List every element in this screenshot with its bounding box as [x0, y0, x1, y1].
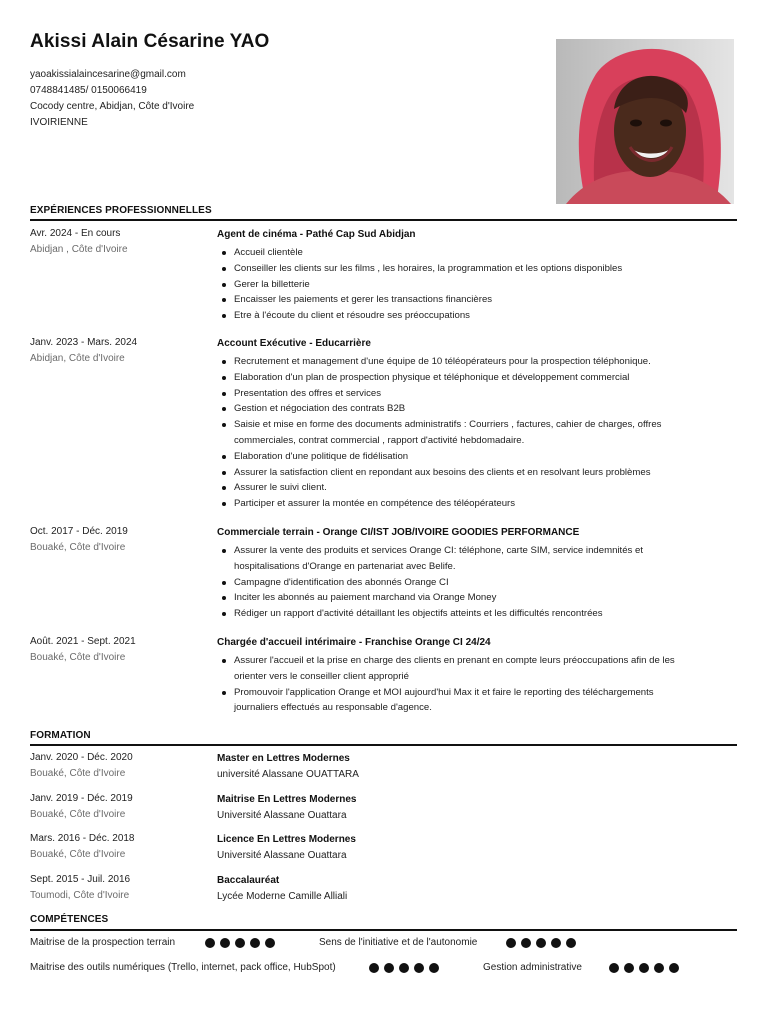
skill-rating-dot [654, 963, 664, 973]
school-name: université Alassane OUATTARA [217, 769, 359, 780]
entry-date: Janv. 2023 - Mars. 2024 [30, 337, 138, 348]
bullet-item: Inciter les abonnés au paiement marchand via Orange Money [234, 590, 697, 606]
skill-rating-dot [235, 938, 245, 948]
skill-rating-dot [551, 938, 561, 948]
entry-location: Bouaké, Côte d'Ivoire [30, 542, 126, 553]
skill-rating-dot [669, 963, 679, 973]
entry-title: Commerciale terrain - Orange CI/IST JOB/IVOIRE GOODIES PERFORMANCE [217, 527, 580, 538]
bullet-item: Etre à l'écoute du client et résoudre ses préoccupations [234, 308, 697, 324]
bullet-item: Participer et assurer la montée en compétence des téléopérateurs [234, 496, 697, 512]
skill-rating-dot [639, 963, 649, 973]
entry-location: Abidjan, Côte d'Ivoire [30, 353, 125, 364]
profile-photo [556, 39, 734, 204]
skill-rating-dot [609, 963, 619, 973]
bullet-item: Presentation des offres et services [234, 386, 697, 402]
school-name: Université Alassane Ouattara [217, 850, 347, 861]
education-divider [30, 744, 737, 746]
bullet-item: Assurer le suivi client. [234, 480, 697, 496]
skills-divider [30, 929, 737, 931]
entry-location: Toumodi, Côte d'Ivoire [30, 890, 130, 901]
entry-date: Mars. 2016 - Déc. 2018 [30, 833, 135, 844]
skill-label: Maitrise de la prospection terrain [30, 937, 176, 948]
candidate-name: Akissi Alain Césarine YAO [30, 31, 270, 52]
skill-rating-dot [506, 938, 516, 948]
degree-title: Master en Lettres Modernes [217, 753, 350, 764]
skill-rating [369, 963, 439, 973]
entry-title: Account Exécutive - Educarrière [217, 338, 371, 349]
skill-rating-dot [399, 963, 409, 973]
address-text: Cocody centre, Abidjan, Côte d'Ivoire [30, 101, 195, 112]
bullet-item: Gestion et négociation des contrats B2B [234, 401, 697, 417]
entry-title: Agent de cinéma - Pathé Cap Sud Abidjan [217, 229, 416, 240]
skill-rating-dot [566, 938, 576, 948]
bullet-item: Promouvoir l'application Orange et MOI aujourd'hui Max it et faire le reporting des téléchargements journaliers effectués au responsable d'agence. [234, 685, 697, 717]
bullet-item: Assurer l'accueil et la prise en charge des clients en prenant en compte leurs préoccupations afin de les orienter vers le conseiller client approprié [234, 653, 697, 685]
bullet-item: Campagne d'identification des abonnés Orange CI [234, 575, 697, 591]
skill-rating-dot [429, 963, 439, 973]
entry-location: Bouaké, Côte d'Ivoire [30, 809, 126, 820]
skill-rating [609, 963, 679, 973]
entry-location: Bouaké, Côte d'Ivoire [30, 652, 126, 663]
bullet-item: Saisie et mise en forme des documents administratifs : Courriers , factures, cahier de charges, offres commerciales, contrat commercial , rapport d'activité hebdomadaire. [234, 417, 697, 449]
degree-title: Baccalauréat [217, 875, 280, 886]
entry-date: Août. 2021 - Sept. 2021 [30, 636, 136, 647]
bullet-item: Assurer la vente des produits et services Orange CI: téléphone, carte SIM, service indemnités et hospitalisations d'Orange en partenariat avec Belife. [234, 543, 697, 575]
experience-heading: EXPÉRIENCES PROFESSIONNELLES [30, 205, 212, 216]
entry-bullet-list [217, 653, 697, 716]
skill-rating-dot [521, 938, 531, 948]
school-name: Lycée Moderne Camille Alliali [217, 891, 348, 902]
education-heading: FORMATION [30, 730, 91, 741]
skill-label: Gestion administrative [483, 962, 582, 973]
entry-date: Oct. 2017 - Déc. 2019 [30, 526, 128, 537]
entry-location: Bouaké, Côte d'Ivoire [30, 849, 126, 860]
entry-date: Sept. 2015 - Juil. 2016 [30, 874, 131, 885]
skill-rating-dot [205, 938, 215, 948]
experience-divider [30, 219, 737, 221]
contact-block [30, 67, 194, 131]
profile-photo-illustration [556, 39, 734, 204]
phone-text: 0748841485/ 0150066419 [30, 85, 147, 96]
entry-location: Bouaké, Côte d'Ivoire [30, 768, 126, 779]
skill-rating-dot [220, 938, 230, 948]
nationality-text: IVOIRIENNE [30, 117, 88, 128]
entry-bullet-list [217, 245, 697, 324]
entry-date: Janv. 2020 - Déc. 2020 [30, 752, 133, 763]
degree-title: Maitrise En Lettres Modernes [217, 794, 357, 805]
bullet-item: Elaboration d'une politique de fidélisation [234, 449, 697, 465]
skill-rating-dot [265, 938, 275, 948]
skill-rating-dot [369, 963, 379, 973]
entry-date: Avr. 2024 - En cours [30, 228, 121, 239]
skill-label: Sens de l'initiative et de l'autonomie [319, 937, 478, 948]
bullet-item: Accueil clientèle [234, 245, 697, 261]
skill-rating-dot [384, 963, 394, 973]
email-text: yaoakissialaincesarine@gmail.com [30, 69, 186, 80]
bullet-item: Encaisser les paiements et gerer les transactions financières [234, 292, 697, 308]
bullet-item: Assurer la satisfaction client en repondant aux besoins des clients et en resolvant leurs problèmes [234, 465, 697, 481]
entry-bullet-list [217, 354, 697, 512]
skill-rating-dot [250, 938, 260, 948]
skills-heading: COMPÉTENCES [30, 914, 109, 925]
school-name: Université Alassane Ouattara [217, 810, 347, 821]
entry-title: Chargée d'accueil intérimaire - Franchise Orange CI 24/24 [217, 637, 491, 648]
resume-page [30, 0, 737, 1024]
entry-location: Abidjan , Côte d'Ivoire [30, 244, 128, 255]
bullet-item: Recrutement et management d'une équipe de 10 téléopérateurs pour la prospection téléphonique. [234, 354, 697, 370]
skill-rating-dot [414, 963, 424, 973]
skill-rating [506, 938, 576, 948]
bullet-item: Conseiller les clients sur les films , les horaires, la programmation et les options disponibles [234, 261, 697, 277]
degree-title: Licence En Lettres Modernes [217, 834, 356, 845]
bullet-item: Gerer la billetterie [234, 277, 697, 293]
skill-rating-dot [624, 963, 634, 973]
entry-bullet-list [217, 543, 697, 622]
skill-label: Maitrise des outils numériques (Trello, internet, pack office, HubSpot) [30, 962, 336, 973]
skill-rating [205, 938, 275, 948]
skill-rating-dot [536, 938, 546, 948]
bullet-item: Elaboration d'un plan de prospection physique et téléphonique et développement commercial [234, 370, 697, 386]
bullet-item: Rédiger un rapport d'activité détaillant les objectifs atteints et les difficultés rencontrées [234, 606, 697, 622]
entry-date: Janv. 2019 - Déc. 2019 [30, 793, 133, 804]
